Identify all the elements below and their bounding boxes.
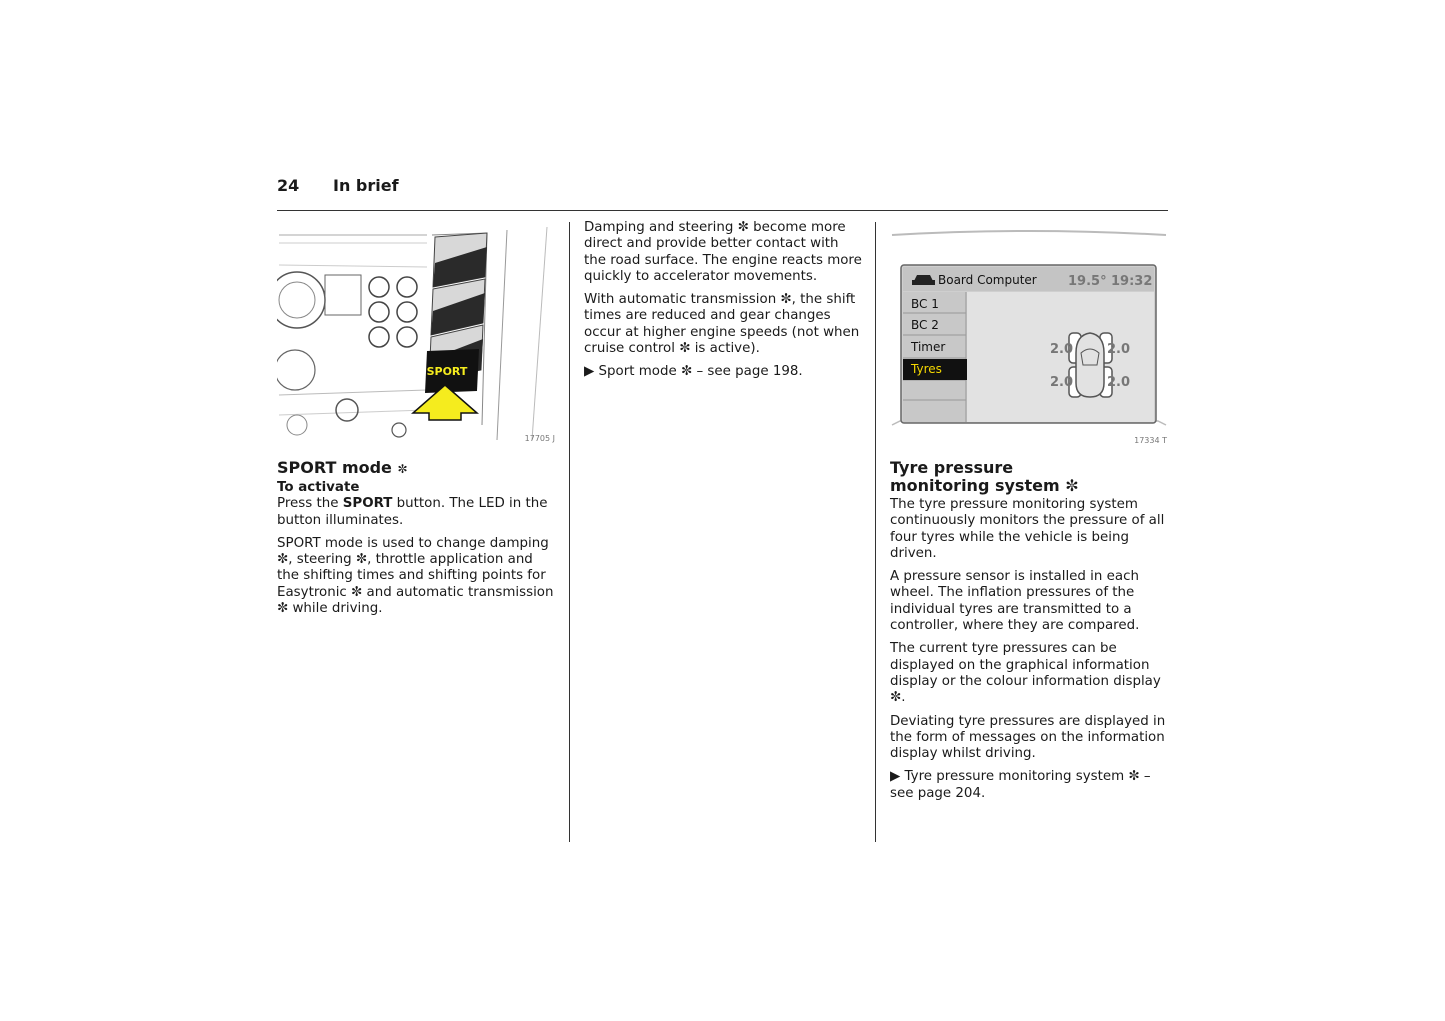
time-readout: 19:32 [1111,274,1153,289]
menu-item-timer: Timer [911,340,946,354]
right-column [890,459,1170,809]
sport-mode-reference: ▶ Sport mode ✼ – see page 198. [584,364,803,380]
sport-mode-heading: SPORT mode ✼ [277,458,408,477]
page-number: 24 [277,176,300,195]
column-divider-2 [875,222,876,842]
page-header [277,176,1168,211]
figure-number: 17705 J [524,434,555,443]
menu-item-bc1: BC 1 [911,297,939,311]
sport-mode-description: SPORT mode is used to change damping ✼, steering ✼, throttle application and the shifting times and shifting points for Easytronic ✼ and automatic transmission ✼ while driving. [277,535,554,617]
sport-button-figure [277,225,557,445]
pressure-rear-left: 2.0 [1050,375,1074,390]
deviating-pressure-paragraph: Deviating tyre pressures are displayed in the form of messages on the information display whilst driving. [890,713,1166,762]
column-divider-1 [569,222,570,842]
tyre-pressure-heading: Tyre pressure monitoring system ✼ [890,458,1079,495]
pressure-front-left: 2.0 [1050,342,1074,357]
tpms-intro-paragraph: The tyre pressure monitoring system continuously monitors the pressure of all four tyres while the vehicle is being driven. [890,497,1165,561]
tpms-reference: ▶ Tyre pressure monitoring system ✼ – see page 204. [890,769,1151,801]
temperature-readout: 19.5° [1068,274,1107,289]
pressure-rear-right: 2.0 [1107,375,1131,390]
figure-number: 17334 T [1134,436,1167,445]
menu-item-bc2: BC 2 [911,318,939,332]
pressure-sensor-paragraph: A pressure sensor is installed in each wheel. The inflation pressures of the individual tyres are transmitted to a controller, where they are compared. [890,569,1140,634]
left-column [277,459,557,624]
board-computer-figure [890,225,1168,447]
to-activate-subheading: To activate [277,480,360,495]
automatic-transmission-paragraph: With automatic transmission ✼, the shift times are reduced and gear changes occur at higher engine speeds (not when cruise control ✼ is active). [584,292,860,357]
damping-paragraph: Damping and steering ✼ become more direct and provide better contact with the road surface. The engine reacts more quickly to accelerator movements. [584,220,862,284]
display-paragraph: The current tyre pressures can be displayed on the graphical information display or the colour information display ✼. [890,641,1161,706]
section-title: In brief [333,176,399,195]
sport-button-label: SPORT [426,365,468,378]
display-title: Board Computer [938,273,1037,287]
menu-item-tyres: Tyres [911,362,942,376]
activate-paragraph: Press the SPORT button. The LED in the button illuminates. [277,496,548,528]
middle-column [584,220,864,388]
pressure-front-right: 2.0 [1107,342,1131,357]
